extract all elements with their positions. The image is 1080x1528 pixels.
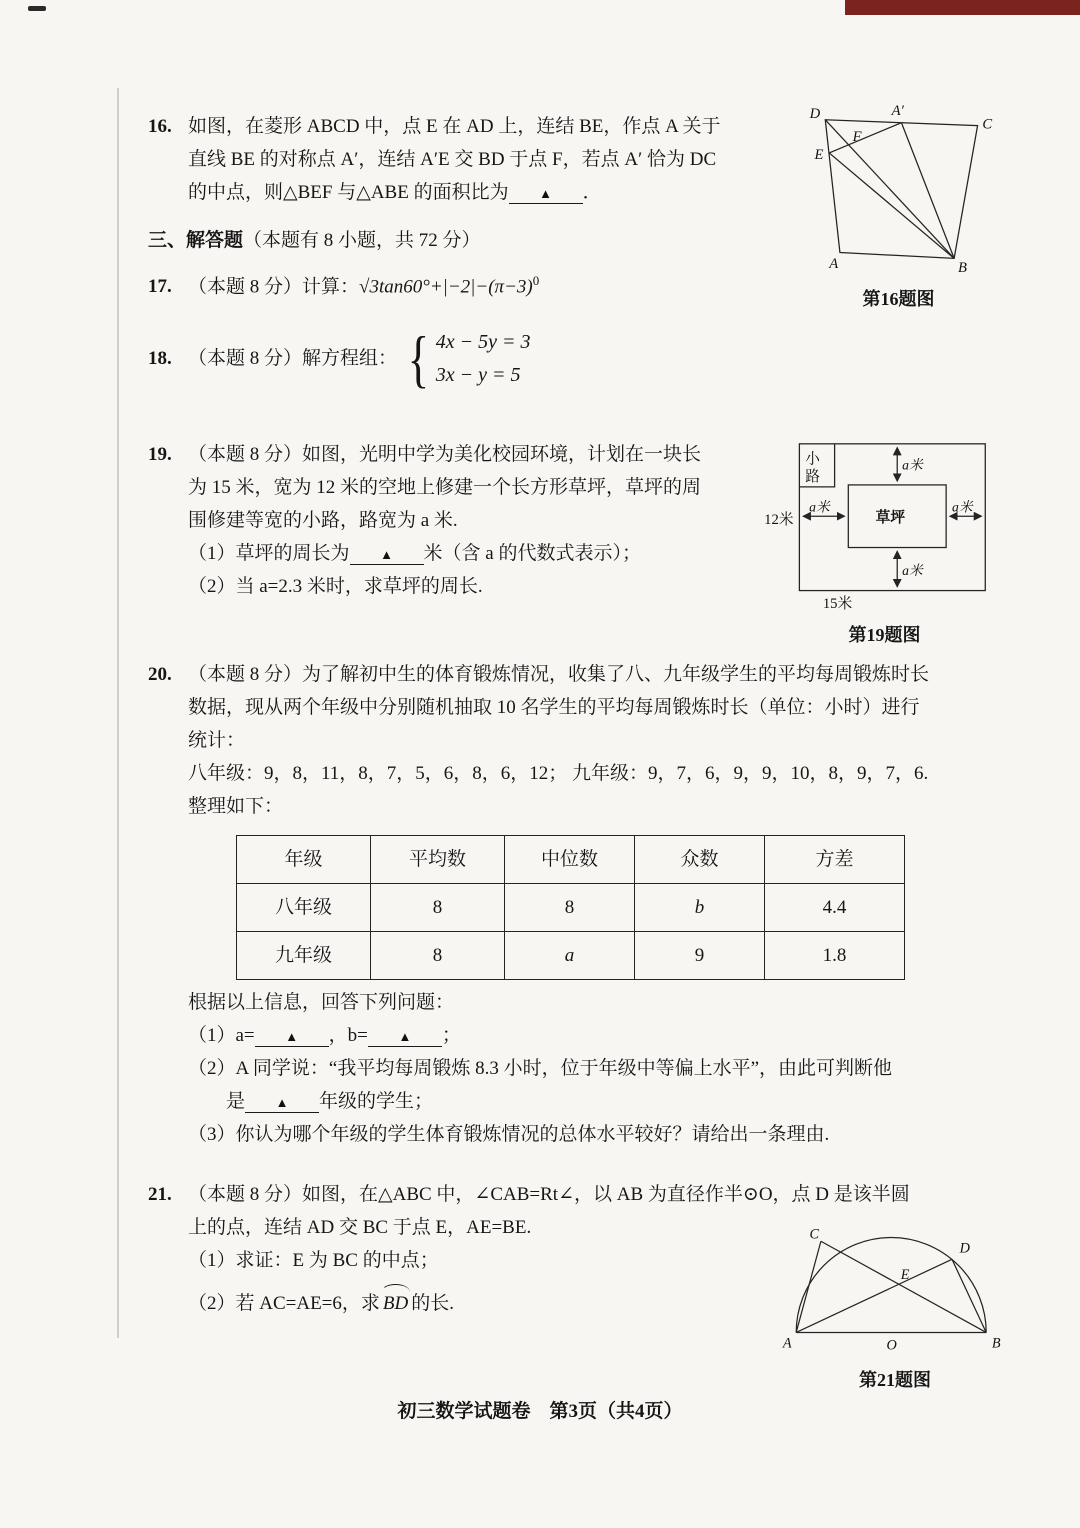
question-19-text: （1）草坪的周长为 bbox=[188, 543, 350, 564]
section-title: 三、解答题 bbox=[148, 230, 244, 251]
question-21-text: （2）若 AC=AE=6，求 bbox=[188, 1293, 380, 1314]
question-21-text: 上的点，连结 AD 交 BC 于点 E，AE=BE. bbox=[188, 1217, 532, 1238]
header-median: 中位数 bbox=[505, 836, 635, 884]
question-20-sub-2-line-2 bbox=[226, 1085, 1020, 1118]
answer-blank: ▲ bbox=[245, 1094, 319, 1113]
width-a-top: a米 bbox=[902, 457, 923, 473]
scan-corner-mark bbox=[28, 6, 46, 11]
figure-16-caption: 第16题图 bbox=[862, 289, 935, 309]
question-20-after bbox=[188, 986, 1020, 1019]
table-header-row bbox=[237, 836, 905, 884]
question-19 bbox=[148, 438, 768, 603]
cell-grade9-median: a bbox=[505, 932, 635, 980]
question-19-text: （本题 8 分）如图，光明中学为美化校园环境，计划在一块长 bbox=[188, 444, 702, 465]
section-header bbox=[148, 224, 848, 257]
question-20-text: ； bbox=[441, 1025, 461, 1046]
question-19-line-2 bbox=[188, 471, 768, 504]
question-17-lead: （本题 8 分）计算： bbox=[188, 276, 360, 298]
label-C: C bbox=[982, 116, 993, 133]
question-17-number: 17. bbox=[148, 276, 172, 298]
cell-grade8-mean: 8 bbox=[371, 884, 505, 932]
question-20-arrange bbox=[188, 790, 1020, 823]
question-21-text: （本题 8 分）如图，在△ABC 中，∠CAB=Rt∠，以 AB 为直径作半⊙O，点 D 是该半圆 bbox=[188, 1184, 910, 1205]
label-C: C bbox=[809, 1226, 820, 1243]
question-17 bbox=[148, 264, 848, 303]
header-mean: 平均数 bbox=[371, 836, 505, 884]
segment-DB bbox=[952, 1259, 986, 1332]
question-20-text: 整理如下： bbox=[188, 796, 284, 817]
label-B: B bbox=[958, 260, 967, 277]
system-brace: { bbox=[407, 323, 430, 394]
label-O: O bbox=[886, 1337, 897, 1354]
question-20-text: 统计： bbox=[188, 730, 246, 751]
question-21-text: （1）求证：E 为 BC 的中点； bbox=[188, 1250, 439, 1271]
question-18-lead: （本题 8 分）解方程组： bbox=[188, 348, 398, 370]
question-16-line-2 bbox=[188, 143, 808, 176]
question-18-number: 18. bbox=[148, 348, 172, 370]
cell-grade8-median: 8 bbox=[505, 884, 635, 932]
cell-grade9: 九年级 bbox=[237, 932, 371, 980]
segment-AC bbox=[796, 1241, 821, 1332]
question-20-text: 八年级：9，8，11，8，7，5，6，8，6，12； 九年级：9，7，6，9，9，10，8，9，7，6. bbox=[188, 763, 929, 784]
question-20-text: ，b= bbox=[328, 1025, 368, 1046]
question-16-text: 的中点，则△BEF 与△ABE 的面积比为 bbox=[188, 182, 509, 203]
label-F: F bbox=[852, 129, 862, 146]
question-20-number: 20. bbox=[148, 664, 172, 685]
question-19-sub-2 bbox=[188, 570, 768, 603]
figure-21-caption: 第21题图 bbox=[859, 1370, 931, 1390]
question-20-text: 根据以上信息，回答下列问题： bbox=[188, 992, 455, 1013]
question-20-text: 是 bbox=[226, 1091, 246, 1112]
dim-12m: 12米 bbox=[764, 512, 794, 529]
cell-grade9-mode: 9 bbox=[635, 932, 765, 980]
question-16 bbox=[148, 110, 808, 209]
figure-21-drawing bbox=[781, 1226, 1009, 1361]
question-21-number: 21. bbox=[148, 1184, 172, 1205]
dim-15m: 15米 bbox=[822, 596, 853, 613]
label-E: E bbox=[900, 1267, 910, 1284]
lawn-label: 草坪 bbox=[875, 510, 906, 527]
question-16-line-3 bbox=[188, 176, 808, 209]
equation-1: 4x − 5y = 3 bbox=[435, 331, 531, 354]
question-20-sub-2-line-1 bbox=[188, 1052, 1020, 1085]
question-19-number: 19. bbox=[148, 444, 172, 465]
question-20-text: （2）A 同学说：“我平均每周锻炼 8.3 小时，位于年级中等偏上水平”，由此可判断他 bbox=[188, 1058, 893, 1079]
figure-19 bbox=[762, 436, 1007, 647]
question-20-text: 数据，现从两个年级中分别随机抽取 10 名学生的平均每周锻炼时长（单位：小时）进行 bbox=[188, 697, 920, 718]
equation-2: 3x − y = 5 bbox=[435, 364, 521, 387]
question-20-data-line bbox=[188, 757, 1020, 790]
width-a-bottom: a米 bbox=[902, 562, 923, 578]
question-20-text: 年级的学生； bbox=[319, 1091, 434, 1112]
question-20-sub-3 bbox=[188, 1118, 1020, 1151]
question-19-text: 为 15 米，宽为 12 米的空地上修建一个长方形草坪，草坪的周 bbox=[188, 477, 702, 498]
scan-fold-line bbox=[117, 88, 119, 1338]
figure-19-caption: 第19题图 bbox=[848, 625, 921, 645]
question-16-text: ． bbox=[582, 182, 602, 203]
cell-grade9-mean: 8 bbox=[371, 932, 505, 980]
question-19-line-3 bbox=[188, 504, 768, 537]
road-label-1: 小 bbox=[805, 451, 820, 468]
cell-grade8-mode: b bbox=[635, 884, 765, 932]
road-label-2: 路 bbox=[805, 469, 820, 485]
cell-grade9-variance: 1.8 bbox=[765, 932, 905, 980]
question-18 bbox=[148, 323, 848, 394]
question-20-line-1 bbox=[148, 658, 1020, 691]
figure-19-drawing bbox=[762, 436, 1007, 616]
label-D: D bbox=[959, 1240, 970, 1257]
rhombus-ABCD bbox=[825, 120, 977, 259]
header-variance: 方差 bbox=[765, 836, 905, 884]
label-D: D bbox=[809, 105, 821, 122]
question-20-text: （1）a= bbox=[188, 1025, 255, 1046]
formula-exponent: 0 bbox=[532, 273, 540, 288]
question-20-line-3 bbox=[188, 724, 1020, 757]
arc-BD: BD bbox=[380, 1287, 411, 1320]
header-mode: 众数 bbox=[635, 836, 765, 884]
segment-EAprime bbox=[829, 123, 901, 153]
answer-blank: ▲ bbox=[350, 546, 424, 565]
question-20-sub-1 bbox=[188, 1019, 1020, 1052]
table-row-grade9 bbox=[237, 932, 905, 980]
semicircle-arc bbox=[796, 1237, 986, 1332]
figure-21 bbox=[780, 1226, 1010, 1392]
question-17-formula: √3tan60°+|−2|−(π−3) bbox=[359, 276, 533, 298]
question-19-text: 围修建等宽的小路，路宽为 a 米. bbox=[188, 510, 458, 531]
question-16-number: 16. bbox=[148, 116, 172, 137]
table-row-grade8 bbox=[237, 884, 905, 932]
question-19-text: （2）当 a=2.3 米时，求草坪的周长. bbox=[188, 576, 483, 597]
label-A-prime: A′ bbox=[891, 104, 904, 119]
section-note: （本题有 8 小题，共 72 分） bbox=[243, 230, 481, 251]
answer-blank: ▲ bbox=[368, 1028, 442, 1047]
question-16-line-1 bbox=[148, 110, 808, 143]
question-16-text: 如图，在菱形 ABCD 中，点 E 在 AD 上，连结 BE，作点 A 关于 bbox=[188, 116, 721, 137]
question-21-line-1 bbox=[148, 1178, 1020, 1211]
question-21-text: 的长. bbox=[411, 1293, 454, 1314]
label-E: E bbox=[814, 146, 824, 163]
question-20-text: （本题 8 分）为了解初中生的体育锻炼情况，收集了八、九年级学生的平均每周锻炼时长 bbox=[188, 664, 930, 685]
label-A: A bbox=[829, 256, 839, 273]
segment-AprimeB bbox=[901, 123, 954, 259]
label-A: A bbox=[782, 1335, 792, 1352]
width-a-right: a米 bbox=[952, 499, 973, 515]
question-16-text: 直线 BE 的对称点 A′，连结 A′E 交 BD 于点 F，若点 A′ 恰为 DC bbox=[188, 149, 717, 170]
scan-red-bar bbox=[845, 0, 1080, 15]
cell-grade8-variance: 4.4 bbox=[765, 884, 905, 932]
question-19-sub-1 bbox=[188, 537, 768, 570]
answer-blank: ▲ bbox=[509, 185, 583, 204]
stats-table bbox=[236, 835, 905, 980]
question-20 bbox=[148, 658, 1020, 1151]
width-a-left: a米 bbox=[809, 499, 830, 515]
question-19-text: 米（含 a 的代数式表示）； bbox=[423, 543, 641, 564]
page-footer: 初三数学试题卷 第3页（共4页） bbox=[397, 1401, 683, 1422]
header-grade: 年级 bbox=[237, 836, 371, 884]
cell-grade8: 八年级 bbox=[237, 884, 371, 932]
question-20-line-2 bbox=[188, 691, 1020, 724]
question-19-line-1 bbox=[148, 438, 768, 471]
equation-system bbox=[436, 330, 531, 387]
question-20-text: （3）你认为哪个年级的学生体育锻炼情况的总体水平较好？请给出一条理由. bbox=[188, 1124, 830, 1145]
label-B: B bbox=[991, 1335, 1001, 1352]
answer-blank: ▲ bbox=[255, 1028, 329, 1047]
